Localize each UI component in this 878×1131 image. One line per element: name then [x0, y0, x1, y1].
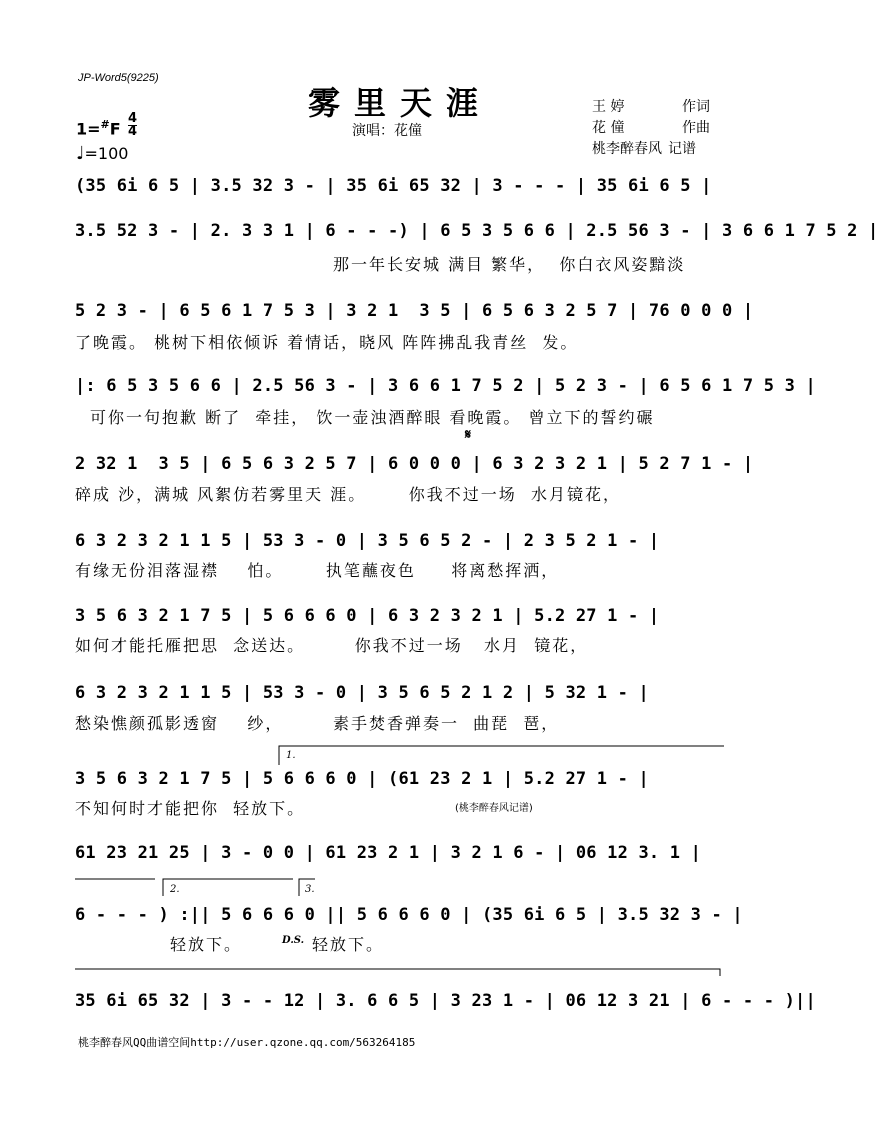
notes: 35 6i 65 32 | 3 - - 12 | 3. 6 6 5 | 3 23 1 - | 06 12 3 21 | 6 - - - )|| [75, 991, 816, 1011]
score-line-5 [75, 451, 754, 479]
notes: 6 3 2 3 2 1 1 5 | 53 3 - 0 | 3 5 6 5 2 1 2 | 5 32 1 - | [75, 683, 649, 703]
tie-line [75, 968, 725, 978]
score-line-7 [75, 603, 725, 631]
notes: 61 23 21 25 | 3 - 0 0 | 61 23 2 1 | 3 2 1 6 - | 06 12 3. 1 | [75, 843, 702, 863]
ending-3-label: 3. [305, 884, 315, 895]
score-line-12 [75, 988, 816, 1016]
ending-1-label: 1. [286, 750, 296, 761]
score-line-9 [75, 766, 725, 794]
score-line-4 [75, 373, 816, 401]
credit-role: 作词 [682, 99, 710, 115]
credit-lyricist [592, 97, 722, 118]
singer: 演唱：花僮 [352, 123, 422, 139]
notes: 5 2 3 - | 6 5 6 1 7 5 3 | 3 2 1 3 5 | 6 5 6 3 2 5 7 | 76 0 0 0 | [75, 301, 754, 321]
ending-2-label: 2. [170, 884, 180, 895]
notes: 6 - - - ) :|| 5 6 6 6 0 || 5 6 6 6 0 | (35 6i 6 5 | 3.5 32 3 - | [75, 905, 743, 925]
lyric-line-4: 碎成 沙，满城 风絮仿若雾里天 涯。 你我不过一场 水月镜花， [75, 485, 621, 504]
score-line-8 [75, 680, 725, 708]
software-tag: JP-Word5(9225) [78, 72, 159, 84]
tempo-value: =100 [84, 144, 129, 163]
lyric-line-7: 愁染憔颜孤影透窗 纱， 素手焚香弹奏一 曲琵 琶， [75, 714, 560, 733]
lyric-line-3: 可你一句抱歉 断了 牵挂， 饮一壶浊酒醉眼 看晚霞。 曾立下的誓约碾 [90, 408, 655, 427]
score-line-1 [75, 173, 725, 201]
credit-transcriber [592, 139, 722, 160]
lyric-line-9: 轻放下。 [170, 935, 243, 954]
quarter-note-icon: ♩ [76, 143, 85, 164]
credit-name: 王 婷 [592, 99, 625, 115]
key-note: F [109, 119, 121, 139]
score-line-6 [75, 528, 725, 556]
notes: 3.5 52 3 - | 2. 3 3 1 | 6 - - -) | 6 5 3 5 6 6 | 2.5 56 3 - | 3 6 6 1 7 5 2 | [75, 221, 878, 241]
ds-mark: D.S. [282, 935, 305, 946]
time-sig-denominator: 4 [128, 124, 138, 139]
score-line-10 [75, 840, 725, 868]
notes: 3 5 6 3 2 1 7 5 | 5 6 6 6 0 | (61 23 2 1 | 5.2 27 1 - | [75, 769, 649, 789]
notes: 3 5 6 3 2 1 7 5 | 5 6 6 6 0 | 6 3 2 3 2 1 | 5.2 27 1 - | [75, 606, 660, 626]
lyric-line-2: 了晚霞。 桃树下相依倾诉 着情话，晓风 阵阵拂乱我青丝 发。 [75, 333, 579, 352]
lyric-line-5: 有缘无份泪落湿襟 怕。 执笔蘸夜色 将离愁挥洒， [75, 561, 560, 580]
credit-name: 桃李醉春风 [592, 141, 662, 157]
time-sig-numerator: 4 [128, 111, 138, 126]
credits [592, 97, 722, 160]
score-line-3 [75, 298, 754, 326]
lyric-line-8: 不知何时才能把你 轻放下。 [75, 799, 306, 818]
credit-composer [592, 118, 722, 139]
key-signature [76, 118, 121, 138]
song-title: 雾里天涯 [307, 84, 492, 122]
sharp-sign: # [100, 118, 110, 131]
ending-bracket-1 [278, 745, 725, 765]
key-prefix: 1= [76, 119, 101, 139]
lyric-line-1: 那一年长安城 满目 繁华， 你白衣风姿黯淡 [333, 255, 686, 274]
score-line-11 [75, 902, 743, 930]
notes: 6 3 2 3 2 1 1 5 | 53 3 - 0 | 3 5 6 5 2 - | 2 3 5 2 1 - | [75, 531, 660, 551]
score-line-2 [75, 218, 878, 246]
time-signature [128, 113, 137, 138]
transcriber-note: (桃李醉春风记谱) [455, 803, 533, 814]
credit-role: 作曲 [682, 120, 710, 136]
ending-brackets-2-3 [75, 878, 315, 896]
lyric-line-10: 轻放下。 [312, 935, 385, 954]
notes: |: 6 5 3 5 6 6 | 2.5 56 3 - | 3 6 6 1 7 5 2 | 5 2 3 - | 6 5 6 1 7 5 3 | [75, 376, 816, 396]
segno-icon: 𝄋 [465, 427, 472, 443]
credit-role: 记谱 [668, 141, 696, 157]
notes: (35 6i 6 5 | 3.5 32 3 - | 35 6i 65 32 | 3 - - - | 35 6i 6 5 | [75, 176, 712, 196]
lyric-line-6: 如何才能托雁把思 念送达。 你我不过一场 水月 镜花， [75, 636, 589, 655]
notes: 2 32 1 3 5 | 6 5 6 3 2 5 7 | 6 0 0 0 | 6 3 2 3 2 1 | 5 2 7 1 - | [75, 454, 754, 474]
footer-link[interactable]: 桃李醉春风QQ曲谱空间http://user.qzone.qq.com/563264185 [78, 1036, 416, 1049]
tempo-marking [76, 143, 128, 164]
credit-name: 花 僮 [592, 120, 625, 136]
